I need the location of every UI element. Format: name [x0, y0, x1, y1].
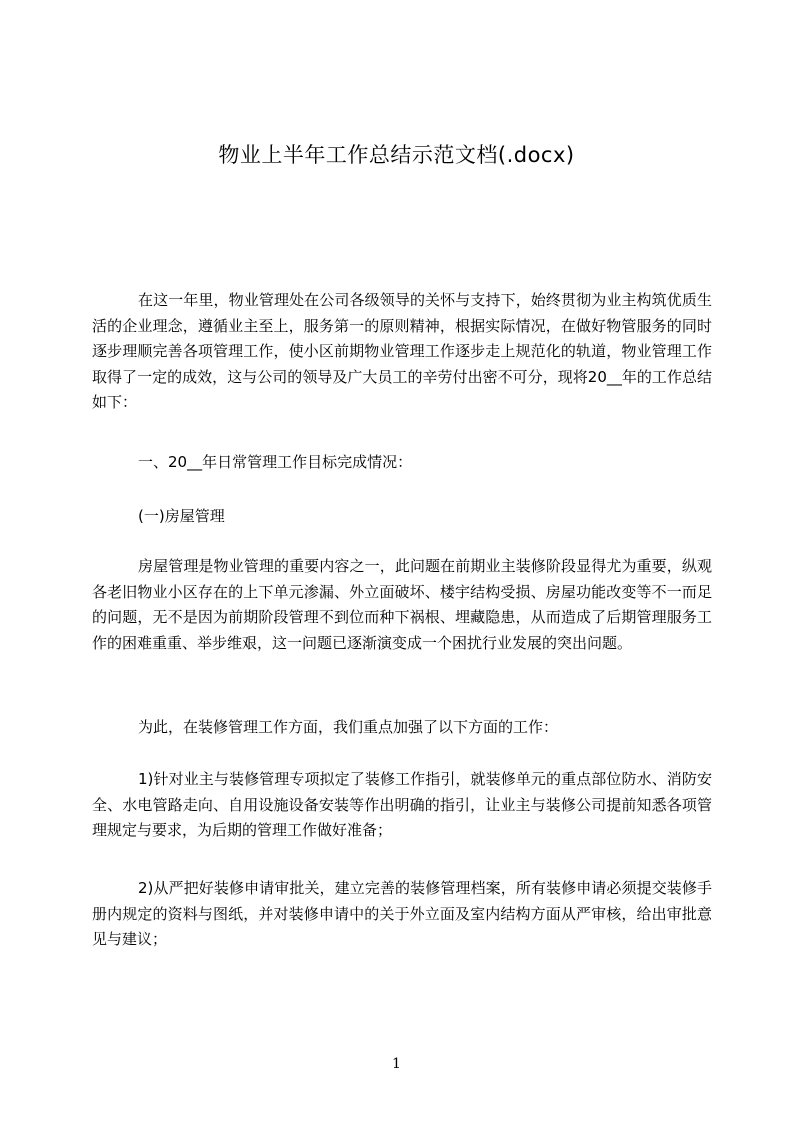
- paragraph-intro: 在这一年里，物业管理处在公司各级领导的关怀与支持下，始终贯彻为业主构筑优质生活的企业理念，遵循业主至上，服务第一的原则精神，根据实际情况，在做好物管服务的同时逐步理顺完善各项管理工作，使小区前期物业管理工作逐步走上规范化的轨道，物业管理工作取得了一定的成效，这与公司的领导及广大员工的辛劳付出密不可分，现将20__年的工作总结如下：: [92, 291, 712, 412]
- section-heading-daily-management: 一、20__年日常管理工作目标完成情况：: [138, 453, 413, 471]
- document-title: 物业上半年工作总结示范文档(.docx): [218, 143, 575, 167]
- paragraph-housing-management: 房屋管理是物业管理的重要内容之一，此问题在前期业主装修阶段显得尤为重要，纵观各老旧物业小区存在的上下单元渗漏、外立面破坏、楼宇结构受损、房屋功能改变等不一而足的问题，无不是因为前期阶段管理不到位而种下祸根、埋藏隐患，从而造成了后期管理服务工作的困难重重、举步维艰，这一问题已逐渐演变成一个困扰行业发展的突出问题。: [92, 557, 712, 652]
- list-item-renovation-guidelines: 1)针对业主与装修管理专项拟定了装修工作指引，就装修单元的重点部位防水、消防安全、水电管路走向、自用设施设备安装等作出明确的指引，让业主与装修公司提前知悉各项管理规定与要求，为后期的管理工作做好准备；: [92, 770, 712, 840]
- page-number: 1: [392, 1056, 401, 1072]
- paragraph-renovation-focus: 为此，在装修管理工作方面，我们重点加强了以下方面的工作：: [138, 718, 559, 736]
- list-item-renovation-approval: 2)从严把好装修申请审批关，建立完善的装修管理档案，所有装修申请必须提交装修手册内规定的资料与图纸，并对装修申请中的关于外立面及室内结构方面从严审核，给出审批意见与建议；: [92, 879, 712, 949]
- subsection-heading-housing-management: (一)房屋管理: [138, 507, 225, 525]
